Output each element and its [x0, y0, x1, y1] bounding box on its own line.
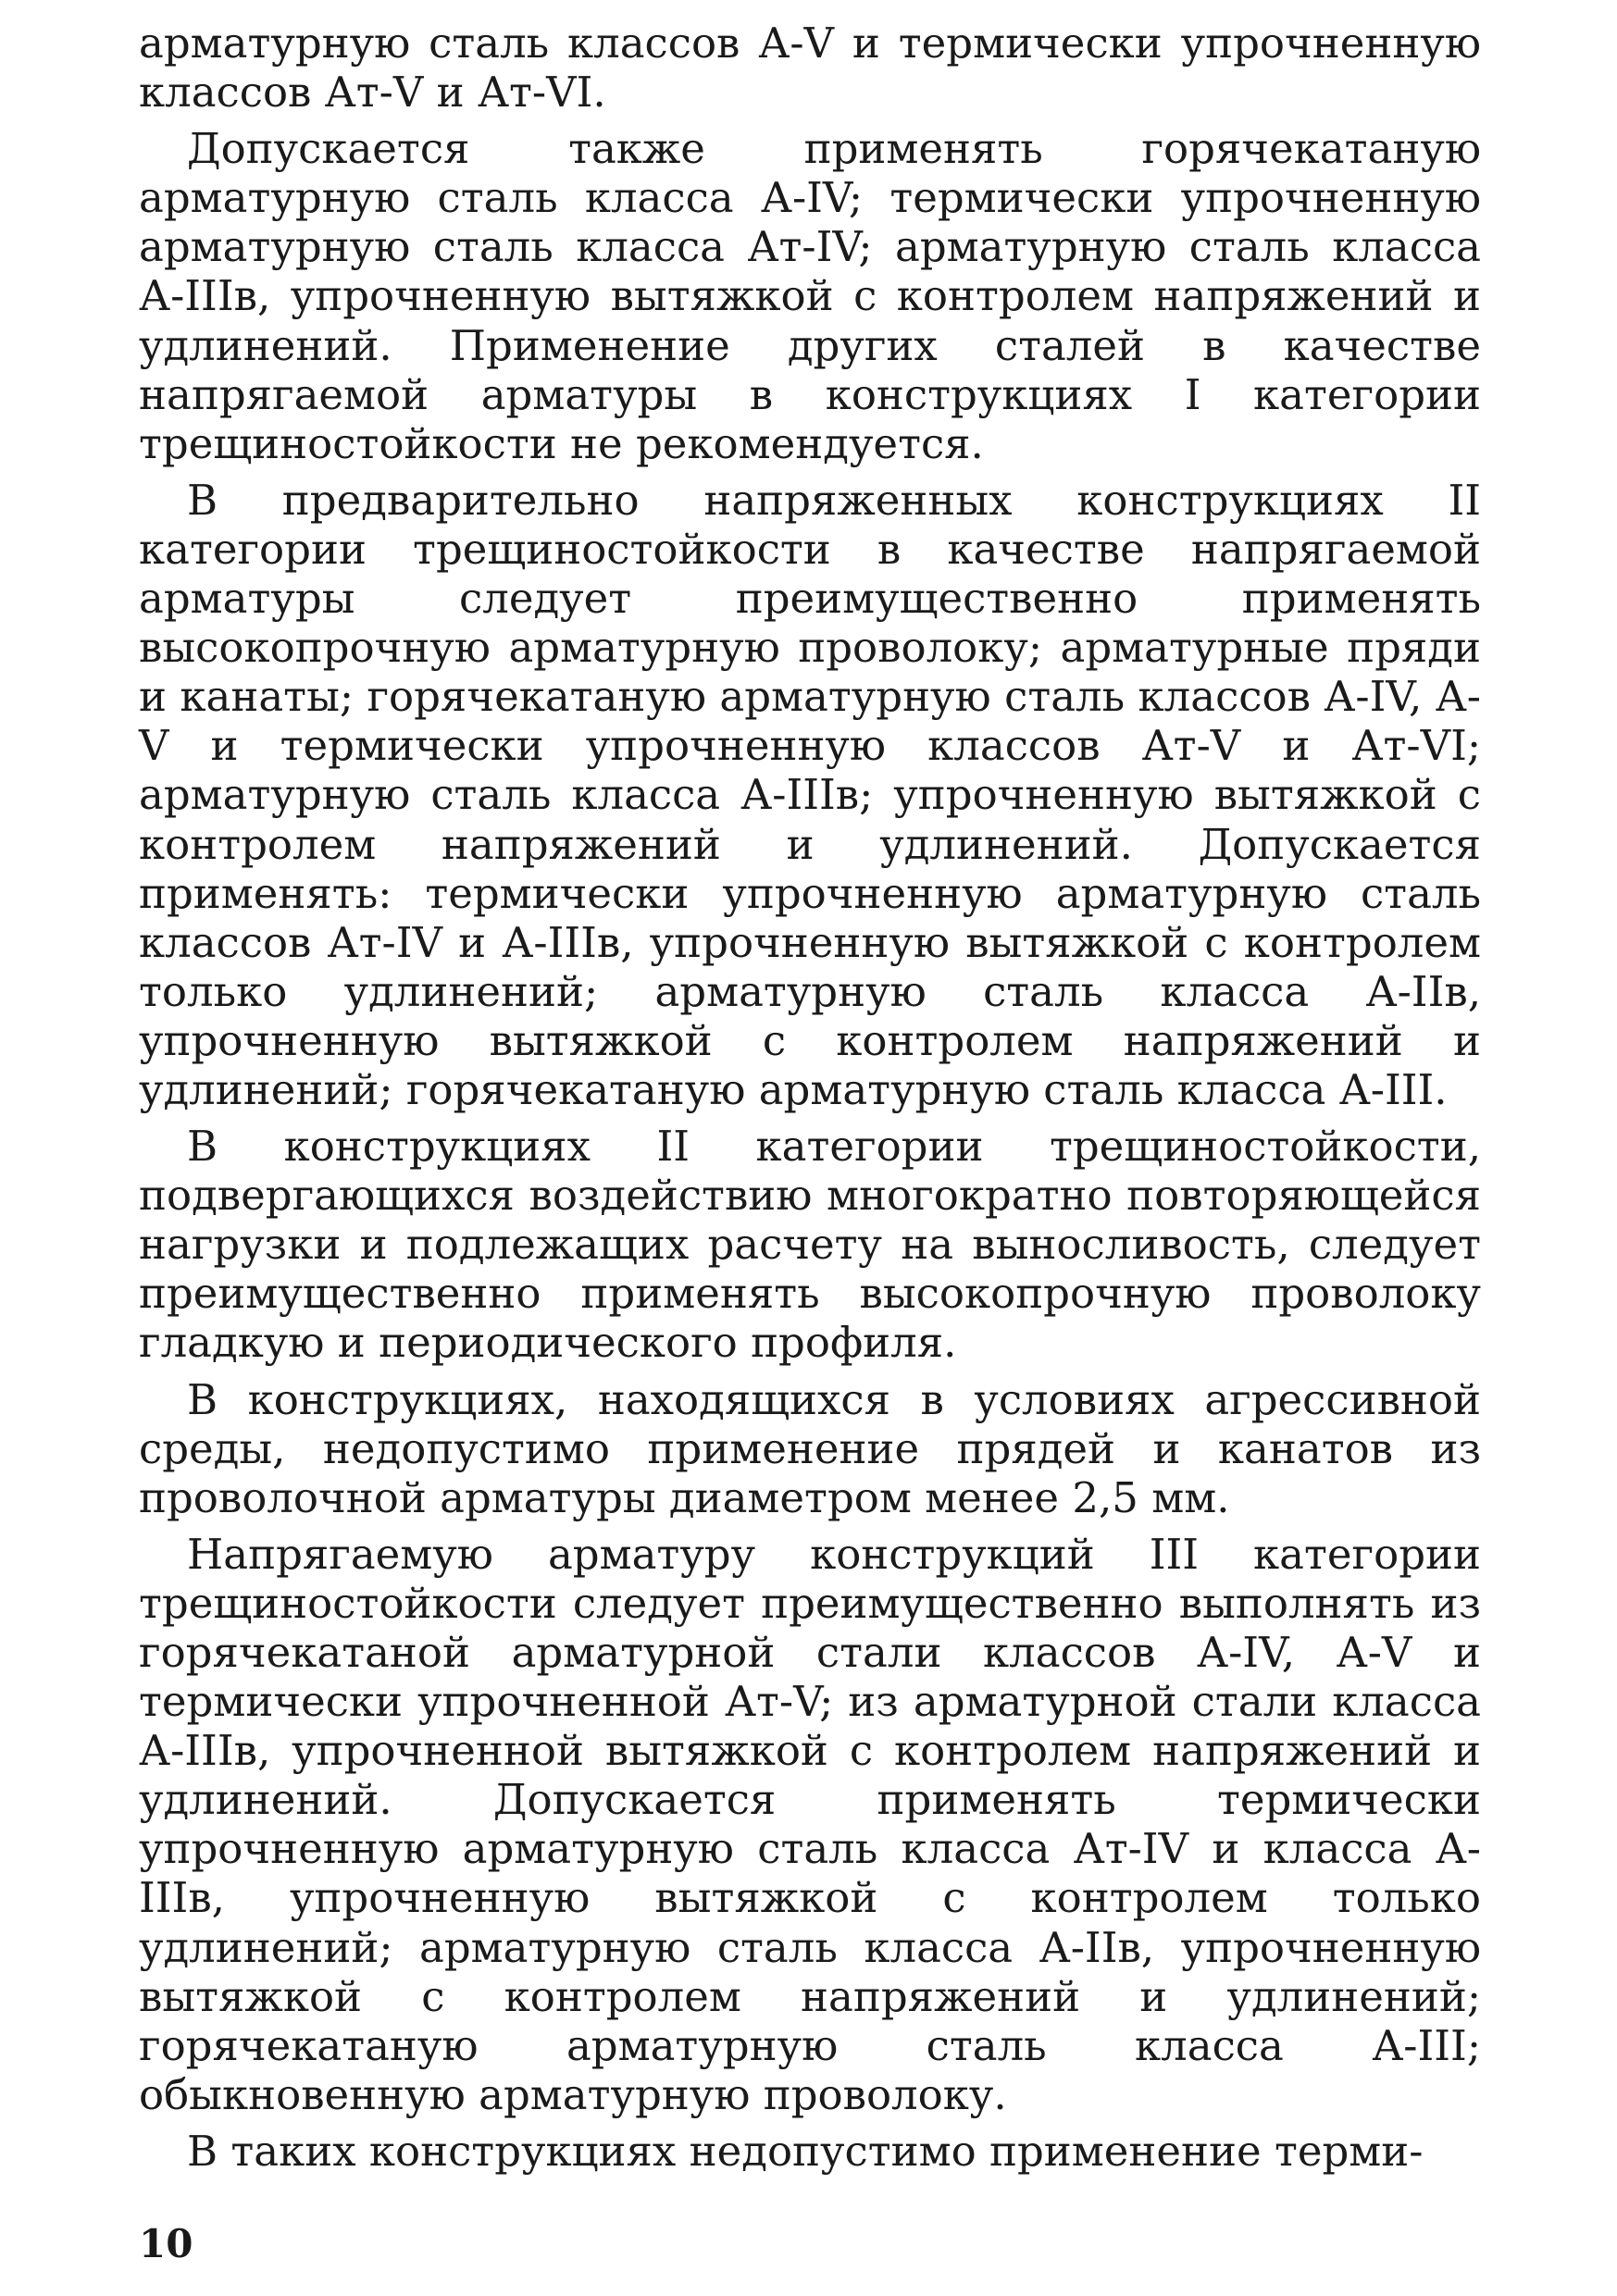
- paragraph-category-3: Напрягаемую арматуру конструкций III категории трещиностойкости следует преимущественно выполнять из горячекатаной арматурной стали классов А-IV, А-V и термически упрочненной Ат-V; из арматурной стали класса А-IIIв, упрочненной вытяжкой с контролем напряжений и удлинений. Допускается применять термически упрочненную арматурную сталь класса Ат-IV и класса А-IIIв, упрочненную вытяжкой с контролем только удлинений; арматурную сталь класса А-IIв, упрочненную вытяжкой с контролем напряжений и удлинений; горячекатаную арматурную сталь класса А-III; обыкновенную арматурную проволоку.: [139, 1529, 1481, 2119]
- paragraph-final-line: В таких конструкциях недопустимо применение терми-: [187, 2126, 1424, 2176]
- page-body: [139, 19, 1481, 2183]
- paragraph-category-1: Допускается также применять горячекатаную арматурную сталь класса А-IV; термически упрочненную арматурную сталь класса Ат-IV; арматурную сталь класса А-IIIв, упрочненную вытяжкой с контролем напряжений и удлинений. Применение других сталей в качестве напрягаемой арматуры в конструкциях I категории трещиностойкости не рекомендуется.: [139, 124, 1481, 468]
- paragraph-category-2: В предварительно напряженных конструкциях II категории трещиностойкости в качестве напрягаемой арматуры следует преимущественно применять высокопрочную арматурную проволоку; арматурные пряди и канаты; горячекатаную арматурную сталь классов А-IV, А-V и термически упрочненную классов Ат-V и Ат-VI; арматурную сталь класса А-IIIв; упрочненную вытяжкой с контролем напряжений и удлинений. Допускается применять: термически упрочненную арматурную сталь классов Ат-IV и А-IIIв, упрочненную вытяжкой с контролем только удлинений; арматурную сталь класса А-IIв, упрочненную вытяжкой с контролем напряжений и удлинений; горячекатаную арматурную сталь класса А-III.: [139, 475, 1481, 1114]
- paragraph-continuation: арматурную сталь классов А-V и термически упрочненную классов Ат-V и Ат-VI.: [139, 19, 1481, 118]
- paragraph-fatigue-load: В конструкциях II категории трещиностойкости, подвергающихся воздействию многократно повторяющейся нагрузки и подлежащих расчету на выносливость, следует преимущественно применять высокопрочную проволоку гладкую и периодического профиля.: [139, 1122, 1481, 1368]
- page-number: 10: [139, 2221, 193, 2266]
- paragraph-aggressive-environment: В конструкциях, находящихся в условиях агрессивной среды, недопустимо применение прядей и канатов из проволочной арматуры диаметром менее 2,5 мм.: [139, 1374, 1481, 1522]
